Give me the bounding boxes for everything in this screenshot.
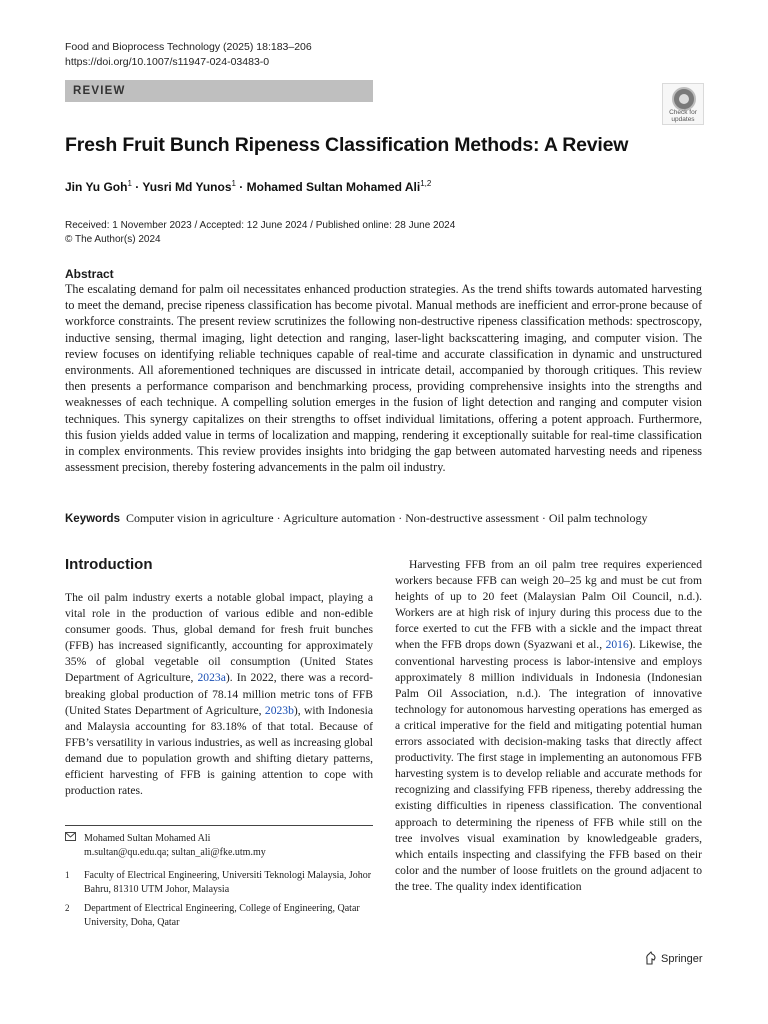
section-label-band [65, 80, 373, 102]
envelope-icon [65, 832, 76, 846]
introduction-paragraph-left [65, 590, 373, 799]
check-for-updates-badge[interactable] [662, 83, 704, 125]
publisher-logo [644, 951, 703, 965]
paragraph-text: ). Likewise, the conventional harvesting process is labor-intensive and employs approximately 8 million individuals in Indonesia (Indonesian Palm Oil Association, n.d.). The integration of innovative technology for autonomous harvesting operations has emerged as a critical imperative for the field and mitigating potential human errors associated with decision-making tasks that directly affect productivity. The first stage in implementing an autonomous FFB harvesting system is to develop reliable and accurate methods for recognizing and classifying FFB ripeness, thereby addressing the existing difficulties in ripeness classification. The conventional approach to determining the ripeness of FFB while still on the tree involves visual examination by knowledgeable graders, which entails inspecting and classifying the FFB based on their color and the number of loose fruitlets on the ground adjacent to the tree. The quality index identification [395, 638, 702, 893]
author-affiliation-mark: 1 [127, 179, 132, 188]
affiliation-mark: 2 [65, 903, 70, 913]
section-label: REVIEW [73, 85, 126, 97]
springer-horse-icon [644, 951, 658, 965]
check-updates-icon [672, 87, 696, 111]
author-list [65, 179, 431, 194]
paragraph-text: ), with Indonesia and Malaysia accounting for 83.18% of that total. Because of FFB’s versatility in various industries, as well as increasing global demand due to population growth and shifting dietary patterns, efficient harvesting of FFB is gaining attention to cope with production rates. [65, 703, 373, 798]
author-name[interactable]: Jin Yu Goh [65, 180, 128, 194]
keywords-line [65, 510, 705, 527]
affiliation-footnote-1 [65, 869, 373, 896]
publication-dates [65, 219, 455, 247]
author-affiliation-mark: 1,2 [420, 179, 432, 188]
paragraph-text: Harvesting FFB from an oil palm tree requires experienced workers because FFB can weigh 20–25 kg and must be cut from heights of up to 20 feet (Malaysian Palm Oil Council, n.d.). Workers are at high risk of injury during this process due to the force exerted to cut the FFB with a sickle and the impact threat when the FFB drops down (Syazwani et al., [395, 558, 702, 652]
author-affiliation-mark: 1 [231, 179, 236, 188]
introduction-heading: Introduction [65, 556, 153, 573]
journal-header [65, 40, 312, 70]
affiliation-text: Department of Electrical Engineering, College of Engineering, Qatar University, Doha, Qatar [84, 903, 360, 928]
citation-link[interactable]: 2016 [605, 638, 629, 652]
article-title: Fresh Fruit Bunch Ripeness Classification Methods: A Review [65, 134, 629, 156]
keywords-label: Keywords [65, 513, 120, 525]
history-dates: Received: 1 November 2023 / Accepted: 12 June 2024 / Published online: 28 June 2024 [65, 220, 456, 231]
corresponding-author-name: Mohamed Sultan Mohamed Ali [84, 833, 211, 844]
affiliation-text: Faculty of Electrical Engineering, Universiti Teknologi Malaysia, Johor Bahru, 81310 UTM Johor, Malaysia [84, 870, 372, 895]
citation-link[interactable]: 2023a [197, 671, 226, 685]
footnote-divider [65, 825, 373, 826]
paragraph-text: ). In 2022, there was a record-breaking global production of 78.14 million metric tons of FFB (United States Department of Agriculture, [65, 671, 373, 717]
journal-citation: Food and Bioprocess Technology (2025) 18:183–206 [65, 41, 312, 53]
abstract-text: The escalating demand for palm oil necessitates enhanced production strategies. As the trend shifts towards automated harvesting to meet the demand, precise ripeness classification has become pivotal. Manual methods are inefficient and error-prone because of workforce constraints. The present review scrutinizes the following non-destructive ripeness classification methods: spectroscopy, inductive sensing, thermal imaging, light detection and ranging, laser-light backscattering imaging, and computer vision. The review focuses on identifying reliable techniques capable of real-time and accurate classification in dynamic and unstructured environments. All aforementioned techniques are discussed in intricate detail, accompanied by thorough critiques. This review then presents a performance comparison and benchmarking process, providing comprehensive insights into the strengths and weaknesses of each technique. A compelling solution emerges in the fusion of light detection and ranging and computer vision techniques. This synergy capitalizes on their strengths to offset individual limitations, offering a potent approach. Furthermore, this fusion yields added value in terms of localization and mapping, rendering it exceptionally suitable for real-time classification in complex environments. This review provides insights into bridging the gap between automated harvesting needs and ripeness assessment precision, thereby fostering advancements in the palm oil industry. [65, 282, 702, 475]
publisher-name: Springer [661, 953, 703, 965]
copyright-line: © The Author(s) 2024 [65, 234, 161, 245]
author-name[interactable]: Mohamed Sultan Mohamed Ali [246, 180, 421, 194]
check-updates-text: Check for updates [669, 109, 697, 123]
corresponding-author-emails[interactable]: m.sultan@qu.edu.qa; sultan_ali@fke.utm.my [84, 846, 266, 858]
keywords-text: Computer vision in agriculture · Agriculture automation · Non-destructive assessment · Oil palm technology [125, 511, 648, 525]
affiliation-footnote-2 [65, 902, 373, 929]
abstract-heading: Abstract [65, 267, 114, 281]
corresponding-author-footnote [65, 832, 373, 859]
affiliation-mark: 1 [65, 870, 70, 880]
author-separator: · [235, 180, 247, 194]
doi-link[interactable]: https://doi.org/10.1007/s11947-024-03483-0 [65, 56, 270, 68]
author-name[interactable]: Yusri Md Yunos [142, 180, 232, 194]
introduction-paragraph-right [395, 557, 702, 895]
author-separator: · [131, 180, 143, 194]
paragraph-text: The oil palm industry exerts a notable global impact, playing a vital role in the production of various edible and non-edible consumer goods. Thus, global demand for fresh fruit bunches (FFB) has increased significantly, accounting for approximately 35% of global vegetable oil consumption (United States Department of Agriculture, [65, 591, 373, 685]
citation-link[interactable]: 2023b [264, 703, 294, 717]
